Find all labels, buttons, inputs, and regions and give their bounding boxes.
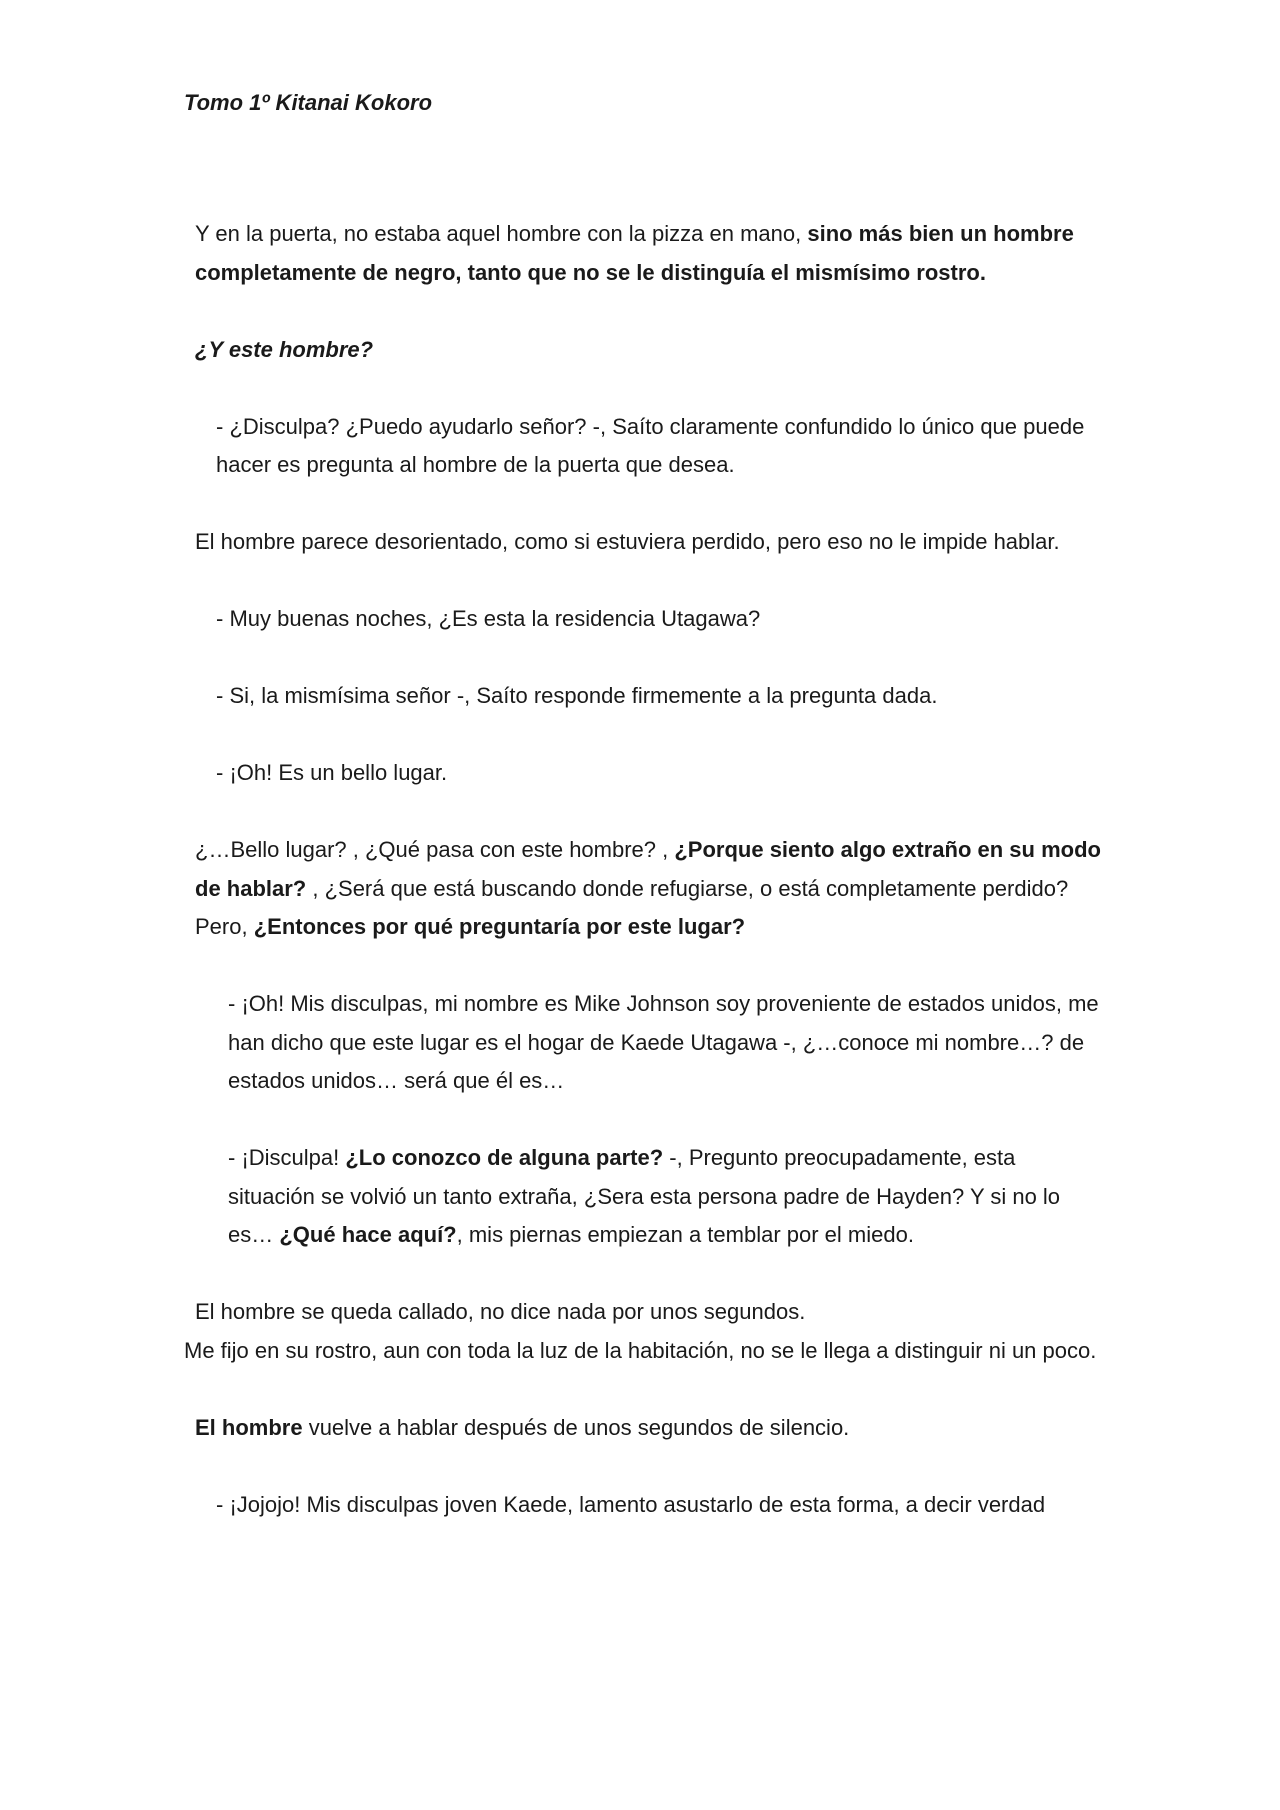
- paragraph-11-bold-b: ¿Lo conozco de alguna parte?: [345, 1145, 664, 1170]
- paragraph-9-bold: ¿Entonces por qué preguntaría por este lugar?: [253, 914, 746, 939]
- paragraph-14-text: - ¡Jojojo! Mis disculpas joven Kaede, lamento asustarlo de esta forma, a decir verdad: [216, 1491, 1046, 1517]
- paragraph-3-dialogue: [184, 408, 1104, 485]
- paragraph-8-text-a: ¿…Bello lugar? , ¿Qué pasa con este hombre? ,: [195, 837, 675, 862]
- paragraph-7-dialogue: [184, 754, 1104, 793]
- paragraph-10-dialogue: [184, 985, 1104, 1101]
- paragraph-1-text: Y en la puerta, no estaba aquel hombre con la pizza en mano,: [195, 221, 808, 246]
- document-body: [184, 215, 1104, 1563]
- paragraph-10-text: - ¡Oh! Mis disculpas, mi nombre es Mike Johnson soy proveniente de estados unidos, me han dicho que este lugar es el hogar de Kaede Utagawa -, ¿…conoce mi nombre…? de estados unidos… será que él es…: [228, 991, 1099, 1093]
- paragraph-12-line-1: El hombre se queda callado, no dice nada por unos segundos.: [195, 1299, 806, 1324]
- paragraph-8: [184, 831, 1104, 908]
- paragraph-6-dialogue: [184, 677, 1104, 716]
- paragraph-9: [184, 908, 1104, 947]
- paragraph-13-text: vuelve a hablar después de unos segundos de silencio.: [302, 1414, 850, 1440]
- paragraph-2: [184, 331, 1104, 370]
- paragraph-11-text-a: - ¡Disculpa!: [228, 1145, 346, 1170]
- paragraph-8-bold: ¿Porque siento algo extraño en su modo de hablar?: [195, 837, 1101, 901]
- paragraph-2-thought: ¿Y este hombre?: [195, 336, 374, 362]
- paragraph-11-text-c: -, Pregunto preocupadamente, esta situación se volvió un tanto extraña, ¿Sera esta persona padre de Hayden? Y si no lo es…: [228, 1145, 1061, 1247]
- paragraph-12-line-2: Me fijo en su rostro, aun con toda la luz de la habitación, no se le llega a distinguir ni un poco.: [184, 1337, 1097, 1363]
- paragraph-11-text-e: , mis piernas empiezan a temblar por el miedo.: [456, 1222, 914, 1247]
- paragraph-3-text: - ¿Disculpa? ¿Puedo ayudarlo señor? -, Saíto claramente confundido lo único que puede hacer es pregunta al hombre de la puerta que desea.: [216, 413, 1085, 477]
- paragraph-4: [184, 523, 1104, 562]
- document-header-title: Tomo 1º Kitanai Kokoro: [184, 90, 433, 115]
- paragraph-4-text: El hombre parece desorientado, como si estuviera perdido, pero eso no le impide hablar.: [195, 529, 1060, 554]
- paragraph-8-text-c: , ¿Será que está buscando donde refugiarse, o está completamente perdido?: [306, 875, 1069, 901]
- paragraph-14-dialogue: [184, 1486, 1104, 1525]
- paragraph-13-bold: El hombre: [195, 1414, 303, 1440]
- paragraph-5-text: - Muy buenas noches, ¿Es esta la residencia Utagawa?: [216, 606, 761, 631]
- paragraph-5-dialogue: [184, 600, 1104, 639]
- paragraph-1: [184, 215, 1104, 292]
- paragraph-6-text: - Si, la mismísima señor -, Saíto responde firmemente a la pregunta dada.: [216, 683, 938, 708]
- paragraph-11-bold-d: ¿Qué hace aquí?: [279, 1222, 457, 1247]
- paragraph-1-bold: sino más bien un hombre completamente de negro, tanto que no se le distinguía el mismísimo rostro.: [195, 221, 1074, 285]
- paragraph-7-text: - ¡Oh! Es un bello lugar.: [216, 760, 448, 785]
- paragraph-9-text: Pero,: [195, 914, 254, 939]
- paragraph-13: [184, 1409, 1104, 1448]
- paragraph-12: [184, 1293, 1104, 1370]
- paragraph-11-dialogue: [184, 1139, 1104, 1255]
